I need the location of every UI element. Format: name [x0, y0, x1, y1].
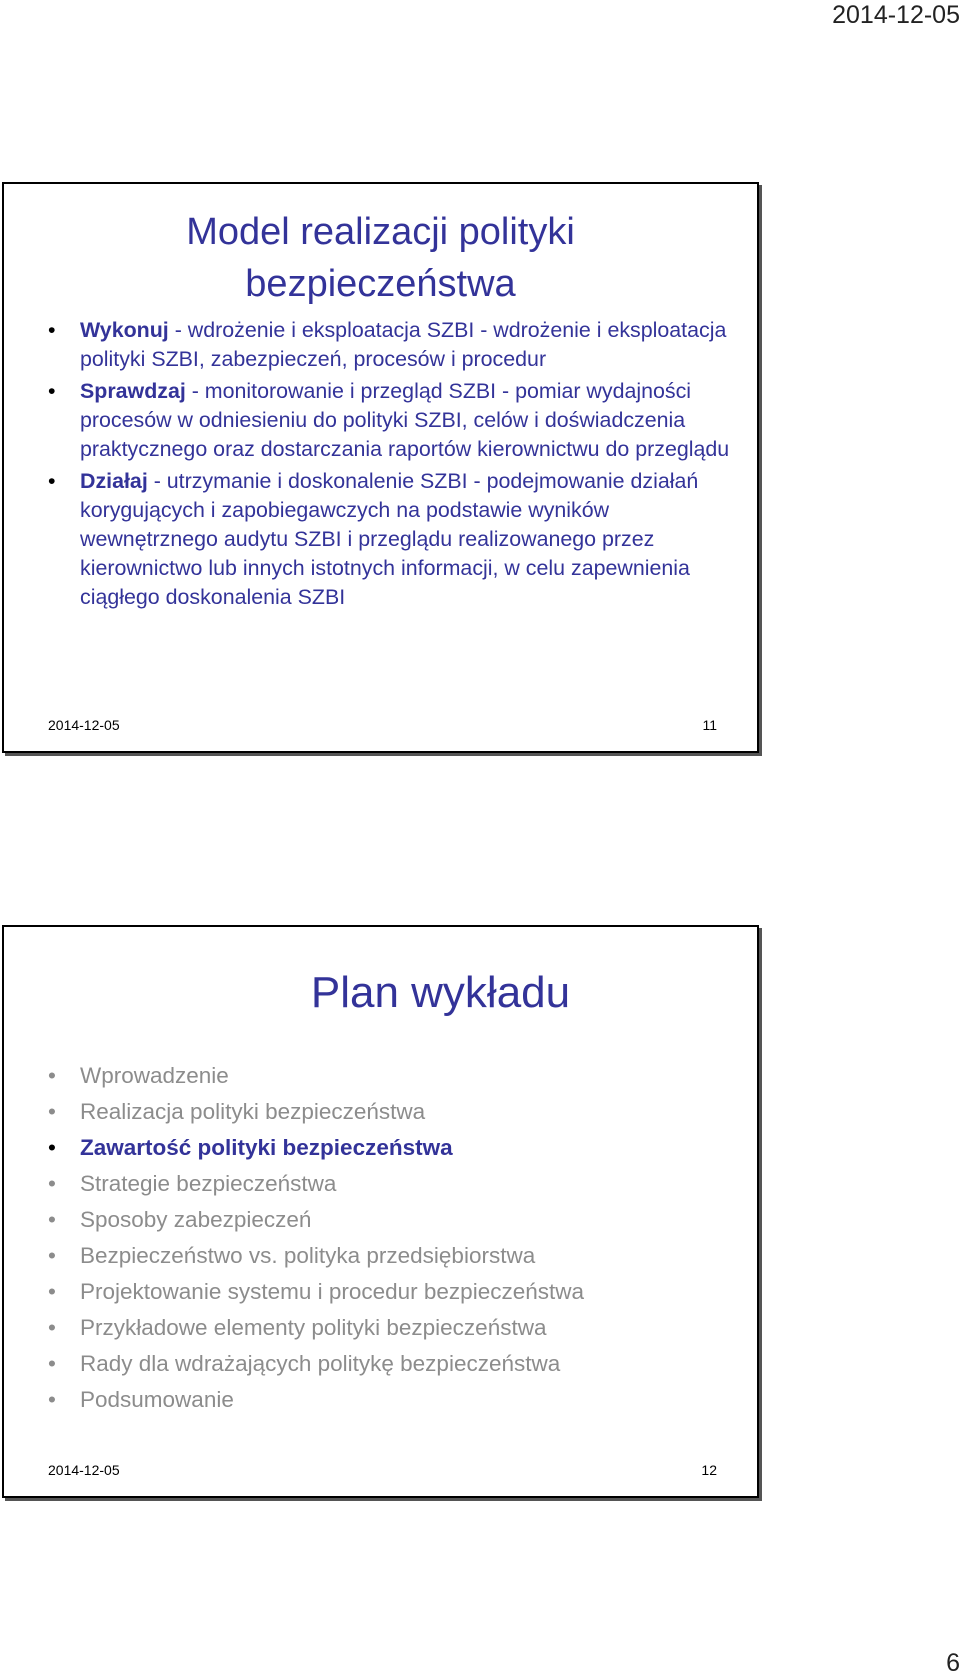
bullet-text: - monitorowanie i przegląd SZBI - pomiar wydajności procesów w odniesieniu do polityki SZBI, celów i doświadczenia praktycznego oraz dostarczania raportów kierownictwu do przeglądu — [80, 379, 730, 461]
bullet-text: - wdrożenie i eksploatacja SZBI - wdrożenie i eksploatacja polityki SZBI, zabezpieczeń, procesów i procedur — [80, 318, 727, 371]
list-item — [48, 467, 737, 612]
bullet-keyword: Wykonuj — [80, 318, 169, 342]
slide-number: 12 — [701, 1462, 717, 1478]
page-header-date: 2014-12-05 — [832, 1, 960, 29]
bullet-icon: • — [48, 1135, 56, 1160]
bullet-icon: • — [48, 1063, 56, 1088]
agenda-item-label: Przykładowe elementy polityki bezpieczeństwa — [80, 1315, 547, 1340]
agenda-item-label: Rady dla wdrażających politykę bezpieczeństwa — [80, 1351, 561, 1376]
bullet-text: - utrzymanie i doskonalenie SZBI - podejmowanie działań korygujących i zapobiegawczych na podstawie wyników wewnętrznego audytu SZBI i przeglądu realizowanego przez kierownictwo lub innych istotnych informacji, w celu zapewnienia ciągłego doskonalenia SZBI — [80, 469, 699, 609]
agenda-item-label: Sposoby zabezpieczeń — [80, 1207, 312, 1232]
list-item — [48, 377, 737, 464]
agenda-item — [48, 1349, 737, 1378]
slide-title: Plan wykładu — [310, 968, 571, 1017]
slide-footer-date: 2014-12-05 — [48, 1462, 120, 1478]
bullet-icon: • — [48, 1315, 56, 1340]
agenda-item — [48, 1097, 737, 1126]
agenda-item-label: Podsumowanie — [80, 1387, 234, 1412]
bullet-icon: • — [48, 1099, 56, 1124]
bullet-icon: • — [48, 1387, 56, 1412]
bullet-icon: • — [48, 1207, 56, 1232]
agenda-item-label: Projektowanie systemu i procedur bezpieczeństwa — [80, 1279, 584, 1304]
bullet-icon: • — [48, 379, 56, 403]
list-item — [48, 316, 737, 374]
bullet-list — [48, 316, 737, 615]
agenda-list — [48, 1061, 737, 1421]
agenda-item-label: Wprowadzenie — [80, 1063, 229, 1088]
agenda-item — [48, 1241, 737, 1270]
agenda-item-label: Zawartość polityki bezpieczeństwa — [80, 1135, 453, 1160]
bullet-keyword: Sprawdzaj — [80, 379, 186, 403]
agenda-item-label: Bezpieczeństwo vs. polityka przedsiębiorstwa — [80, 1243, 536, 1268]
agenda-item-label: Strategie bezpieczeństwa — [80, 1171, 337, 1196]
agenda-item — [48, 1385, 737, 1414]
agenda-item-active — [48, 1133, 737, 1162]
slide-11 — [2, 182, 759, 753]
agenda-item — [48, 1061, 737, 1090]
bullet-icon: • — [48, 1243, 56, 1268]
slide-title: Model realizacji polityki bezpieczeństwa — [186, 211, 575, 305]
slide-12 — [2, 925, 759, 1498]
slide-number: 11 — [702, 717, 717, 733]
page-number: 6 — [946, 1649, 960, 1677]
agenda-item — [48, 1169, 737, 1198]
bullet-icon: • — [48, 469, 56, 493]
bullet-icon: • — [48, 1279, 56, 1304]
bullet-icon: • — [48, 1351, 56, 1376]
bullet-icon: • — [48, 1171, 56, 1196]
agenda-item — [48, 1277, 737, 1306]
bullet-icon: • — [48, 318, 56, 342]
agenda-item — [48, 1205, 737, 1234]
agenda-item-label: Realizacja polityki bezpieczeństwa — [80, 1099, 426, 1124]
bullet-keyword: Działaj — [80, 469, 148, 493]
agenda-item — [48, 1313, 737, 1342]
slide-footer-date: 2014-12-05 — [48, 717, 120, 733]
